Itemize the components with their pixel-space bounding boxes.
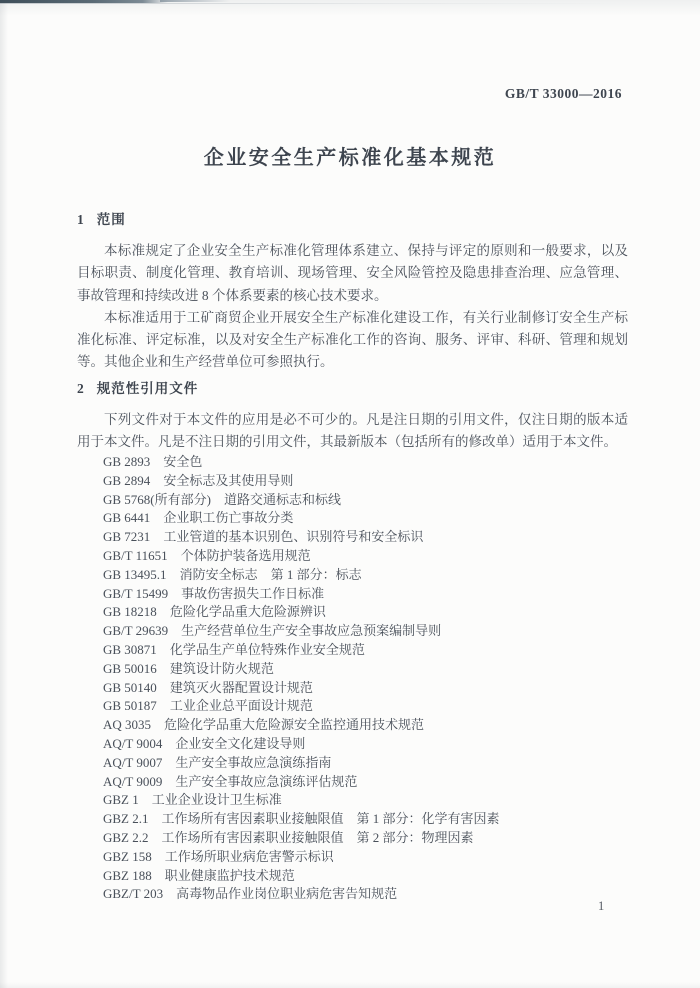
reference-code: GBZ 2.2 (103, 829, 149, 845)
section-heading-scope (77, 208, 126, 228)
reference-title: 危险化学品重大危险源安全监控通用技术规范 (164, 717, 425, 733)
reference-title: 建筑设计防火规范 (169, 660, 274, 676)
reference-item (103, 848, 643, 867)
scan-artifact-line (160, 0, 230, 2)
reference-title: 个体防护装备选用规范 (180, 547, 311, 563)
reference-code: GB 30871 (103, 641, 157, 657)
reference-code: GBZ 1 (103, 792, 139, 808)
reference-item (103, 773, 643, 792)
reference-title: 道路交通标志和标线 (223, 491, 341, 507)
standard-code-header: GB/T 33000—2016 (504, 86, 622, 101)
reference-code: GB 18218 (103, 604, 157, 620)
reference-item (103, 453, 643, 472)
reference-item (103, 509, 643, 528)
reference-code: GB 6441 (103, 510, 151, 526)
reference-item (103, 566, 643, 585)
reference-title: 化学品生产单位特殊作业安全规范 (169, 641, 365, 657)
reference-code: GBZ 2.1 (103, 811, 149, 827)
references-intro-paragraph: 下列文件对于本文件的应用是必不可少的。凡是注日期的引用文件，仅注日期的版本适用于本文件。凡是不注日期的引用文件，其最新版本（包括所有的修改单）适用于本文件。 (77, 412, 628, 450)
section-heading-references (77, 377, 198, 397)
reference-title: 安全标志及其使用导则 (163, 472, 294, 488)
reference-title: 事故伤害损失工作日标准 (181, 585, 325, 601)
reference-item (103, 660, 643, 679)
reference-item (103, 472, 643, 491)
reference-code: AQ/T 9004 (103, 735, 163, 751)
reference-code: GB 2894 (103, 472, 151, 488)
reference-item (103, 810, 643, 829)
reference-item (103, 735, 643, 754)
reference-code: GB 50016 (103, 660, 157, 676)
reference-item (103, 697, 643, 716)
references-intro (77, 409, 628, 454)
reference-title: 工业企业总平面设计规范 (169, 698, 313, 714)
reference-code: GB 13495.1 (103, 566, 167, 582)
reference-item (103, 716, 643, 735)
reference-code: GB 50140 (103, 679, 157, 695)
scope-paragraph: 本标准规定了企业安全生产标准化管理体系建立、保持与评定的原则和一般要求，以及目标职责、制度化管理、教育培训、现场管理、安全风险管控及隐患排查治理、应急管理、事故管理和持续改进 8 个体系要素的核心技术要求。 (77, 243, 628, 303)
section-number: 2 (77, 381, 84, 396)
section-heading-label: 规范性引用文件 (96, 381, 199, 396)
reference-code: AQ 3035 (103, 717, 152, 733)
reference-title: 生产安全事故应急演练评估规范 (175, 773, 358, 789)
reference-title: 工作场所有害因素职业接触限值 第 2 部分：物理因素 (161, 829, 474, 845)
reference-code: GB 2893 (103, 454, 151, 469)
reference-item (103, 867, 643, 886)
scan-artifact-line (0, 3, 620, 4)
reference-title: 工业管道的基本识别色、识别符号和安全标识 (163, 529, 424, 545)
reference-item (103, 491, 643, 510)
scope-paragraph: 本标准适用于工矿商贸企业开展安全生产标准化建设工作，有关行业制修订安全生产标准化标准、评定标准，以及对安全生产标准化工作的咨询、服务、评审、科研、管理和规划等。其他企业和生产经营单位可参照执行。 (77, 309, 628, 370)
reference-item (103, 791, 643, 810)
reference-code: AQ/T 9009 (103, 773, 163, 789)
reference-item (103, 585, 643, 604)
reference-code: GB/T 29639 (103, 623, 169, 639)
reference-code: GB/T 11651 (103, 547, 168, 563)
reference-title: 安全色 (163, 454, 203, 469)
reference-title: 工作场所有害因素职业接触限值 第 1 部分：化学有害因素 (161, 811, 500, 827)
reference-title: 危险化学品重大危险源辨识 (169, 604, 326, 620)
references-list (103, 453, 643, 904)
scope-paragraphs (77, 240, 628, 374)
reference-title: 企业安全文化建设导则 (175, 735, 306, 751)
reference-item (103, 603, 643, 622)
reference-code: AQ/T 9007 (103, 754, 163, 770)
reference-title: 建筑灭火器配置设计规范 (169, 679, 313, 695)
document-title: 企业安全生产标准化基本规范 (203, 147, 497, 169)
page-number: 1 (598, 899, 605, 913)
reference-item (103, 641, 643, 660)
reference-code: GB 7231 (103, 529, 151, 545)
reference-title: 工业企业设计卫生标准 (151, 792, 282, 808)
reference-item (103, 679, 643, 698)
reference-title: 工作场所职业病危害警示标识 (164, 848, 334, 864)
reference-item (103, 885, 643, 904)
section-heading-label: 范围 (96, 212, 126, 227)
reference-title: 职业健康监护技术规范 (164, 867, 295, 883)
reference-title: 高毒物品作业岗位职业病危害告知规范 (176, 886, 398, 902)
reference-code: GB 5768(所有部分) (103, 491, 211, 507)
reference-code: GBZ 158 (103, 848, 152, 864)
reference-item (103, 754, 643, 773)
reference-code: GB 50187 (103, 698, 157, 714)
reference-code: GB/T 15499 (103, 585, 169, 601)
reference-title: 企业职工伤亡事故分类 (163, 510, 294, 526)
reference-title: 消防安全标志 第 1 部分：标志 (179, 566, 362, 582)
reference-title: 生产经营单位生产安全事故应急预案编制导则 (181, 623, 442, 639)
reference-item (103, 547, 643, 566)
section-number: 1 (77, 212, 84, 227)
reference-item (103, 622, 643, 641)
reference-code: GBZ/T 203 (103, 886, 164, 902)
reference-title: 生产安全事故应急演练指南 (175, 754, 332, 770)
reference-item (103, 829, 643, 848)
reference-item (103, 528, 643, 547)
reference-code: GBZ 188 (103, 867, 152, 883)
